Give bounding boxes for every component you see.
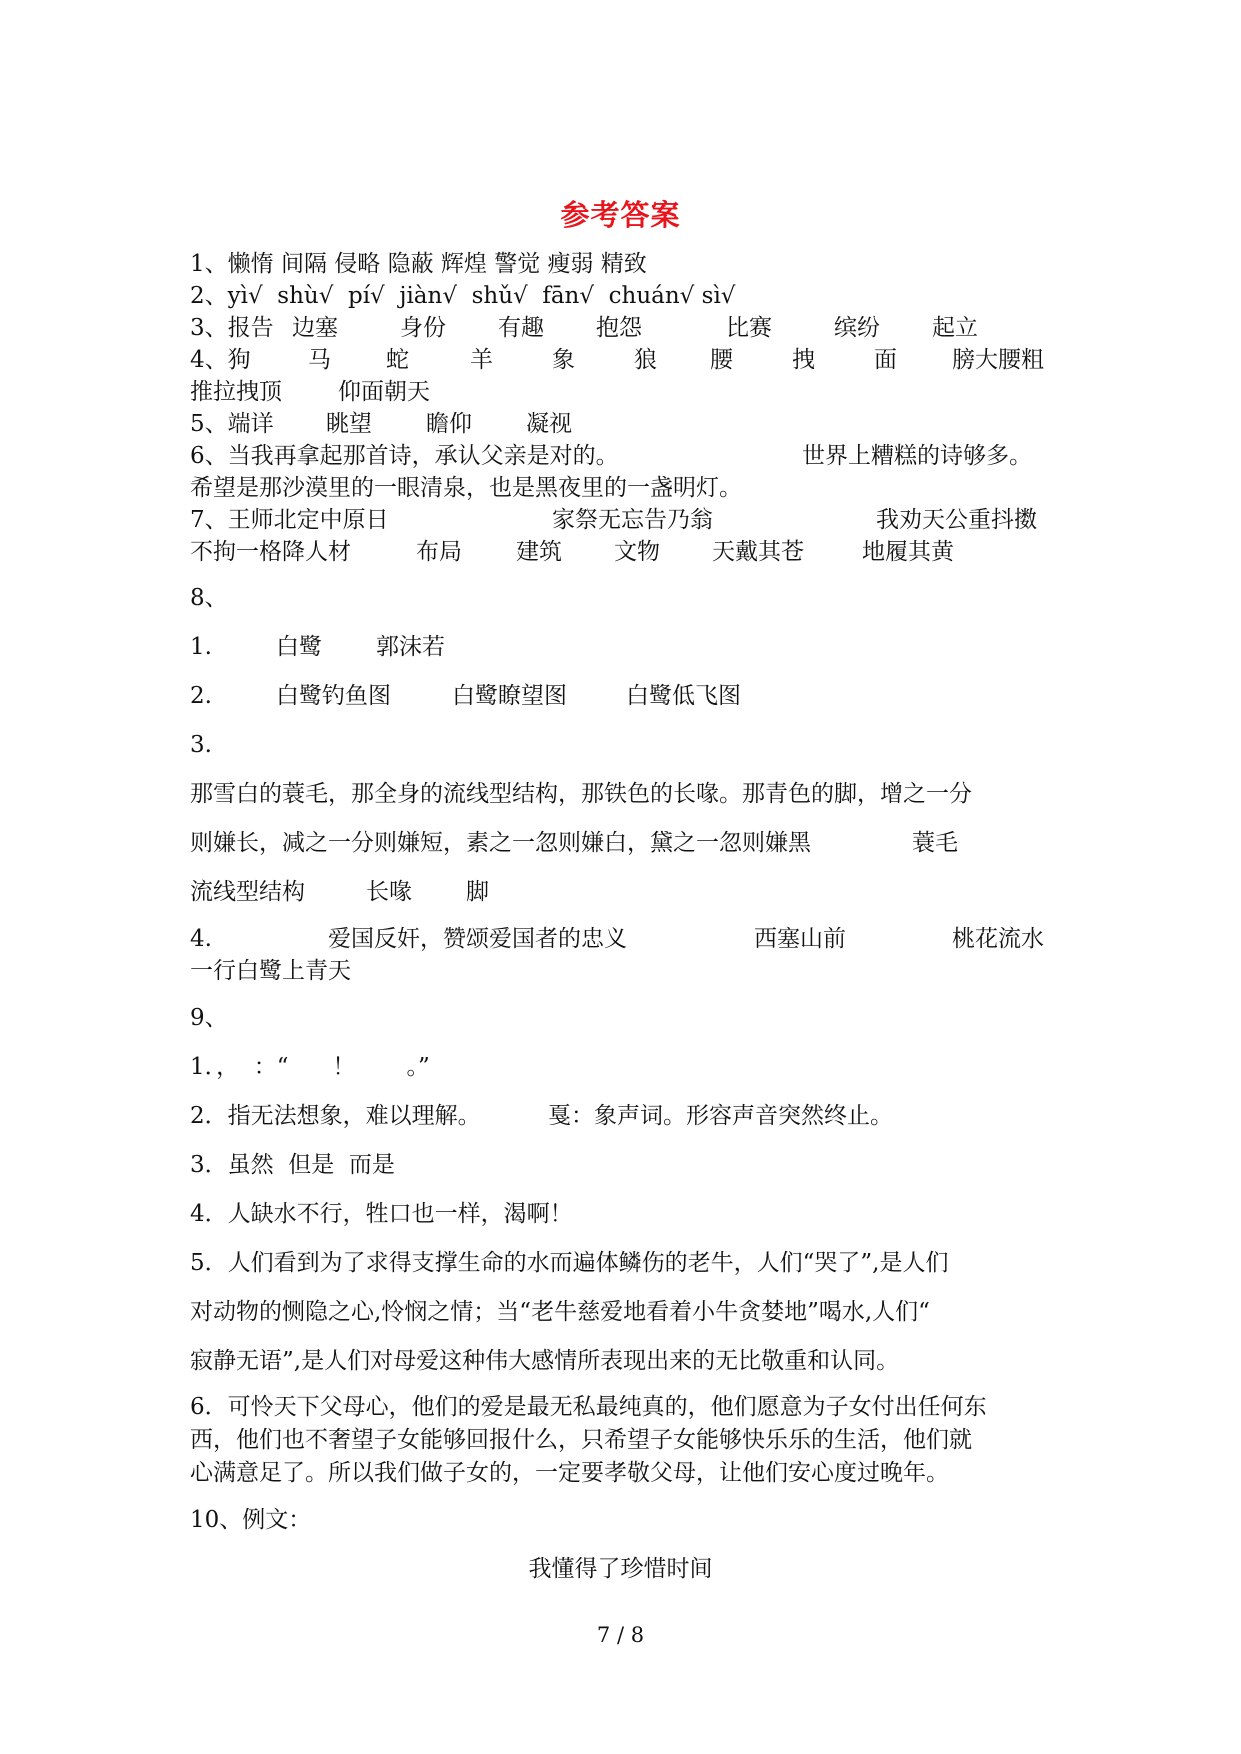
answer-8-3-part: 则嫌长，减之一分则嫌短，素之一忽则嫌白，黛之一忽则嫌黑 (190, 830, 811, 856)
answer-4-word: 象 (552, 347, 575, 373)
answer-9-4: 4．人缺水不行，牲口也一样，渴啊！ (190, 1201, 573, 1227)
answer-8-3-part: 流线型结构 (190, 879, 305, 905)
answer-8-4-part: 爱国反奸，赞颂爱国者的忠义 (328, 926, 627, 952)
answer-4-word: 蛇 (386, 347, 409, 373)
answer-4-word: 膀大腰粗 (952, 347, 1044, 373)
answer-1: 1、懒惰 间隔 侵略 隐蔽 辉煌 警觉 瘦弱 精致 (190, 251, 647, 277)
answer-3-word: 有趣 (498, 315, 544, 341)
answer-4-word: 推拉拽顶 (190, 379, 282, 405)
answer-7-part: 7、王师北定中原日 (190, 507, 389, 533)
answer-9-5-line-2: 对动物的恻隐之心,怜悯之情；当“老牛慈爱地看着小牛贪婪地”喝水,人们“ (190, 1299, 930, 1325)
answer-4-word: 羊 (470, 347, 493, 373)
answer-4-word: 拽 (792, 347, 815, 373)
answer-4-word: 腰 (710, 347, 733, 373)
answer-6-part: 世界上糟糕的诗够多。 (802, 443, 1032, 469)
answer-8-4-part: 西塞山前 (754, 926, 846, 952)
answer-7-part: 地履其黄 (862, 539, 954, 565)
answer-8-3-number: 3. (190, 732, 212, 758)
answer-4-word: 狼 (634, 347, 657, 373)
answer-10-heading: 10、例文： (190, 1507, 312, 1533)
answer-8-4-part: 桃花流水 (952, 926, 1044, 952)
answer-2: 2、yì√ shù√ pí√ jiàn√ shǔ√ fān√ chuán√ sì√ (190, 283, 736, 309)
answer-8-3-line-3 (190, 877, 1070, 907)
answer-9-3: 3．虽然 但是 而是 (190, 1152, 395, 1178)
answer-8-3-line-2 (190, 828, 1070, 858)
answer-6-part: 6、当我再拿起那首诗，承认父亲是对的。 (190, 443, 619, 469)
answer-3 (190, 313, 1070, 343)
answer-7-part: 天戴其苍 (712, 539, 804, 565)
answer-7 (190, 505, 1070, 535)
answer-7-part: 我劝天公重抖擞 (876, 507, 1037, 533)
answer-4 (190, 345, 1070, 375)
answer-5-word: 眺望 (326, 411, 372, 437)
page-title: 参考答案 (560, 198, 681, 232)
essay-title: 我懂得了珍惜时间 (528, 1556, 713, 1582)
answer-8-4-cont: 一行白鹭上青天 (190, 958, 351, 984)
answer-9-6-line-3: 心满意足了。所以我们做子女的，一定要孝敬父母，让他们安心度过晚年。 (190, 1460, 949, 1486)
answer-9-2 (190, 1101, 1070, 1131)
item-number: 1. (190, 634, 212, 660)
answer-9-2-part: 2．指无法想象，难以理解。 (190, 1103, 481, 1129)
answer-8-1-part: 郭沫若 (376, 634, 445, 660)
answer-3-word: 比赛 (726, 315, 772, 341)
answer-9-5-line-3: 寂静无语”,是人们对母爱这种伟大感情所表现出来的无比敬重和认同。 (190, 1348, 900, 1374)
answer-8-3-line-1: 那雪白的蓑毛，那全身的流线型结构，那铁色的长喙。那青色的脚，增之一分 (190, 781, 972, 807)
answer-8-2-part: 白鹭低飞图 (626, 683, 741, 709)
answer-8-2-part: 白鹭瞭望图 (452, 683, 567, 709)
item-number: 4. (190, 926, 212, 952)
answer-5 (190, 409, 1070, 439)
answer-3-word: 边塞 (292, 315, 338, 341)
answer-4-word: 马 (308, 347, 331, 373)
answer-8-1-part: 白鹭 (276, 634, 322, 660)
answer-3-word: 起立 (932, 315, 978, 341)
answer-3-word: 3、报告 (190, 315, 274, 341)
answer-8-3-part: 长喙 (366, 879, 412, 905)
answer-9-6-line-1: 6．可怜天下父母心，他们的爱是最无私最纯真的，他们愿意为子女付出任何东 (190, 1394, 987, 1420)
answer-4-cont (190, 377, 1070, 407)
answer-8-heading: 8、 (190, 585, 228, 611)
answer-7-part: 不拘一格降人材 (190, 539, 351, 565)
answer-7-part: 家祭无忘告乃翁 (552, 507, 713, 533)
answer-4-word: 面 (874, 347, 897, 373)
answer-8-4 (190, 924, 1070, 954)
answer-3-word: 缤纷 (834, 315, 880, 341)
answer-5-word: 凝视 (526, 411, 572, 437)
answer-7-part: 建筑 (516, 539, 562, 565)
answer-8-3-part: 脚 (466, 879, 489, 905)
answer-7-part: 布局 (416, 539, 462, 565)
answer-4-word: 仰面朝天 (338, 379, 430, 405)
answer-5-word: 5、端详 (190, 411, 274, 437)
item-number: 2. (190, 683, 212, 709)
page-number: 7 / 8 (596, 1623, 645, 1647)
answer-3-word: 抱怨 (596, 315, 642, 341)
answer-3-word: 身份 (400, 315, 446, 341)
answer-9-6-line-2: 西，他们也不奢望子女能够回报什么，只希望子女能够快乐乐的生活，他们就 (190, 1427, 972, 1453)
answer-4-word: 4、狗 (190, 347, 251, 373)
answer-9-heading: 9、 (190, 1005, 228, 1031)
answer-9-1: 1．， ：“ ！ 。” (190, 1054, 430, 1080)
answer-6 (190, 441, 1070, 471)
answer-9-2-part: 戛：象声词。形容声音突然终止。 (548, 1103, 893, 1129)
answer-8-2 (190, 681, 1070, 711)
answer-9-5-line-1: 5．人们看到为了求得支撑生命的水而遍体鳞伤的老牛，人们“哭了”,是人们 (190, 1250, 949, 1276)
answer-8-2-part: 白鹭钓鱼图 (276, 683, 391, 709)
answer-8-3-part: 蓑毛 (912, 830, 958, 856)
answer-8-1 (190, 632, 1070, 662)
answer-7-part: 文物 (614, 539, 660, 565)
answer-5-word: 瞻仰 (426, 411, 472, 437)
answer-7-cont (190, 537, 1070, 567)
answer-6-cont: 希望是那沙漠里的一眼清泉，也是黑夜里的一盏明灯。 (190, 475, 742, 501)
